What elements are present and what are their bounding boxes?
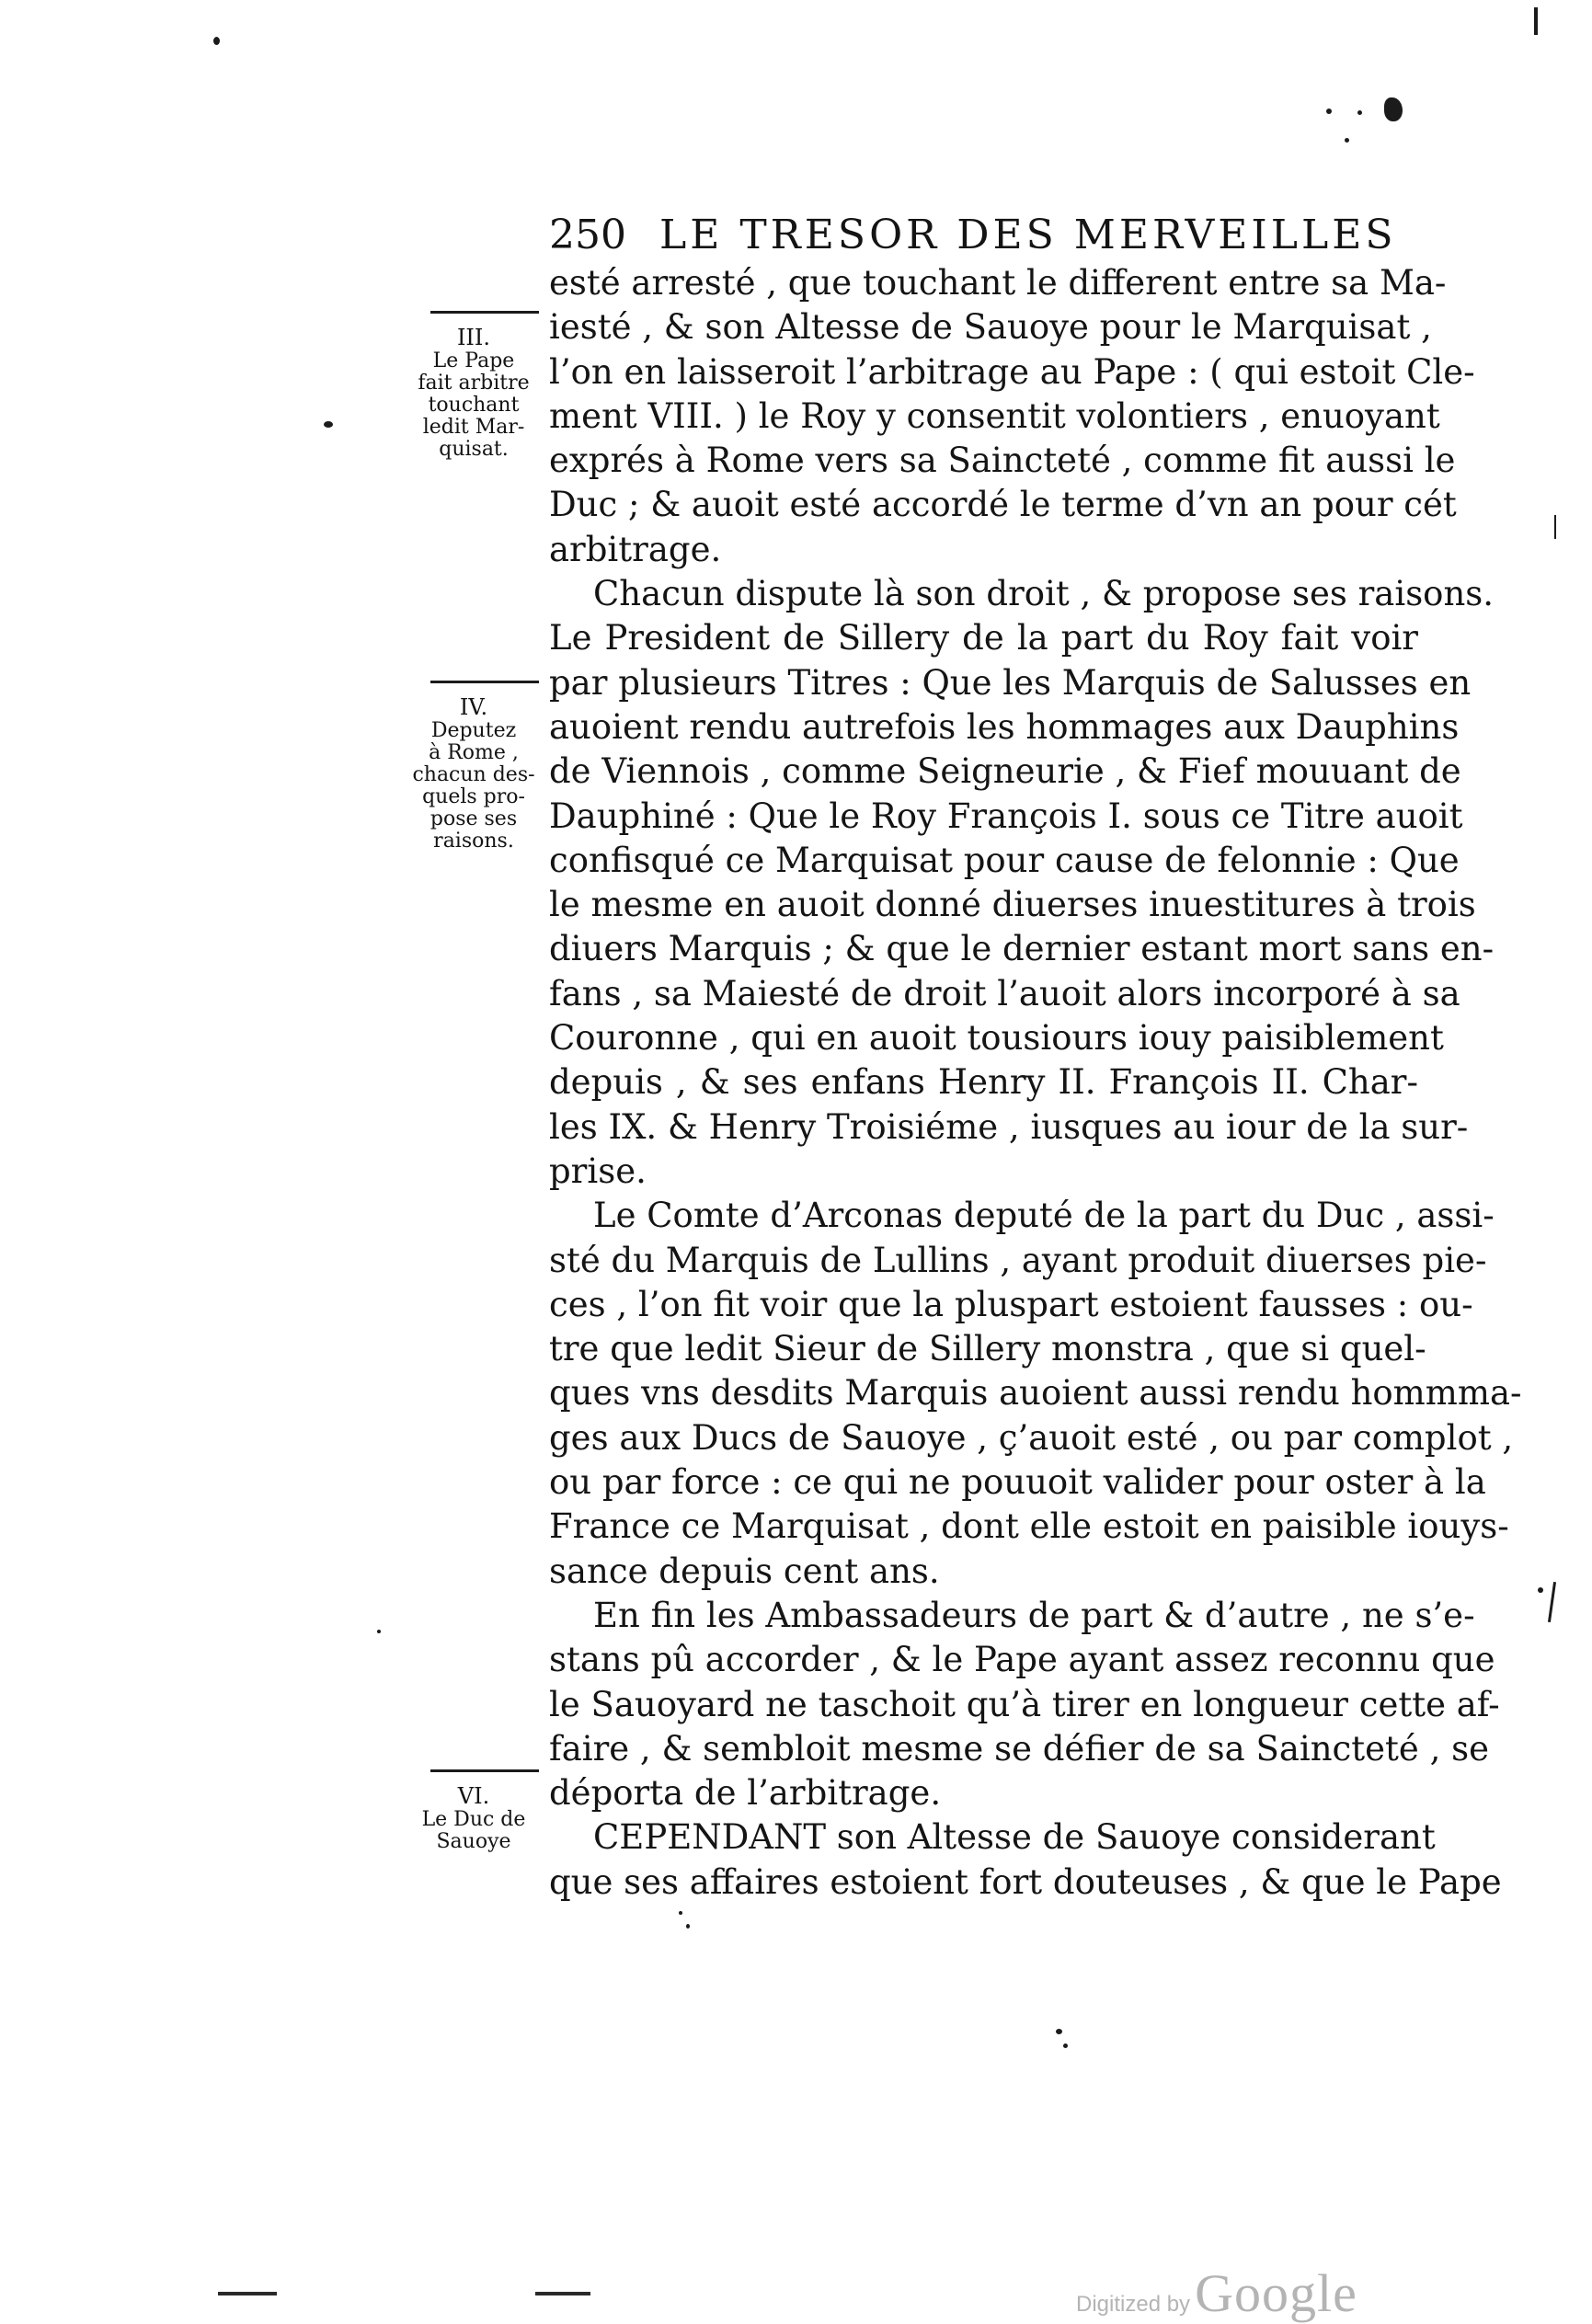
text-line: les IX. & Henry Troisiéme , iusques au iour de la sur- xyxy=(549,1106,1469,1147)
margin-note-iv xyxy=(405,681,543,853)
text-line: exprés à Rome vers sa Saincteté , comme fit aussi le xyxy=(549,441,1456,481)
scan-speck xyxy=(213,37,220,45)
margin-note-line: Sauoye xyxy=(436,1830,511,1853)
scan-speck xyxy=(324,421,333,428)
text-line: Le President de Sillery de la part du Roy fait voir xyxy=(549,618,1418,658)
scan-speck xyxy=(1357,110,1362,115)
page-number: 250 xyxy=(549,212,626,258)
text-line: sté du Marquis de Lullins , ayant produit diuerses pie- xyxy=(549,1240,1487,1280)
margin-numeral: VI. xyxy=(457,1783,490,1809)
text-line: le Sauoyard ne taschoit qu’à tirer en longueur cette af- xyxy=(549,1684,1500,1724)
text-line: Dauphiné : Que le Roy François I. sous ce Titre auoit xyxy=(549,796,1463,836)
digitized-watermark xyxy=(1076,2262,1357,2324)
margin-note-line: chacun des- xyxy=(412,763,535,786)
watermark-brand: Google xyxy=(1195,2263,1357,2323)
scan-speck xyxy=(679,1911,682,1915)
text-line: ques vns desdits Marquis auoient aussi rendu hommma- xyxy=(549,1373,1522,1414)
margin-note-vi xyxy=(405,1769,543,1853)
text-line: faire , & sembloit mesme se défier de sa Saincteté , se xyxy=(549,1728,1489,1769)
margin-numeral: IV. xyxy=(459,694,488,720)
bottom-rule xyxy=(535,2292,590,2295)
text-line: tre que ledit Sieur de Sillery monstra , que si quel- xyxy=(549,1329,1426,1369)
text-line: arbitrage. xyxy=(549,529,722,569)
margin-note-line: fait arbitre xyxy=(418,372,530,395)
text-line: Couronne , qui en auoit tousiours iouy paisiblement xyxy=(549,1018,1444,1059)
text-line: par plusieurs Titres : Que les Marquis de Salusses en xyxy=(549,662,1472,703)
margin-note-line: quisat. xyxy=(439,438,509,461)
margin-numeral: III. xyxy=(456,325,491,350)
text-line: que ses affaires estoient fort douteuses , & que le Pape xyxy=(549,1861,1502,1902)
margin-rule xyxy=(430,681,539,683)
margin-note-line: Le Duc de xyxy=(421,1808,526,1831)
text-line: En fin les Ambassadeurs de part & d’autre , ne s’e- xyxy=(593,1595,1475,1635)
text-line: CEPENDANT son Altesse de Sauoye considerant xyxy=(593,1817,1436,1858)
margin-note-line: à Rome , xyxy=(429,741,519,764)
text-line: iesté , & son Altesse de Sauoye pour le Marquisat , xyxy=(549,307,1432,348)
text-line: ou par force : ce qui ne pouuoit valider pour oster à la xyxy=(549,1462,1486,1503)
text-line: l’on en laisseroit l’arbitrage au Pape : ( qui estoit Cle- xyxy=(549,351,1475,392)
scan-speck xyxy=(686,1924,690,1929)
scan-speck xyxy=(377,1630,381,1633)
margin-rule xyxy=(430,311,539,314)
margin-note-line: Le Pape xyxy=(432,349,515,372)
running-title: LE TRESOR DES MERVEILLES xyxy=(659,212,1397,258)
body-text xyxy=(549,261,1522,1905)
margin-note-line: quels pro- xyxy=(422,785,525,808)
text-line: ment VIII. ) le Roy y consentit volontiers , enuoyant xyxy=(549,395,1440,436)
edge-mark xyxy=(1554,515,1556,539)
edge-mark xyxy=(1534,7,1538,35)
scan-speck xyxy=(1345,138,1349,143)
text-line: auoient rendu autrefois les hommages aux Dauphins xyxy=(549,706,1460,747)
bottom-rule xyxy=(218,2292,277,2295)
text-line: depuis , & ses enfans Henry II. François II. Char- xyxy=(549,1062,1418,1103)
text-line: sance depuis cent ans. xyxy=(549,1551,940,1591)
text-line: France ce Marquisat , dont elle estoit en paisible iouys- xyxy=(549,1506,1509,1547)
text-line: stans pû accorder , & le Pape ayant assez reconnu que xyxy=(549,1640,1495,1680)
text-line: déporta de l’arbitrage. xyxy=(549,1773,942,1814)
scan-speck xyxy=(1384,97,1403,121)
text-line: fans , sa Maiesté de droit l’auoit alors incorporé à sa xyxy=(549,973,1460,1013)
text-line: diuers Marquis ; & que le dernier estant mort sans en- xyxy=(549,929,1495,969)
text-line: prise. xyxy=(549,1151,647,1191)
margin-note-line: touchant xyxy=(428,394,520,417)
text-line: le mesme en auoit donné diuerses inuestitures à trois xyxy=(549,885,1476,925)
scan-speck xyxy=(1326,109,1332,114)
text-line: Chacun dispute là son droit , & propose ses raisons. xyxy=(593,574,1495,614)
margin-note-line: Deputez xyxy=(430,719,517,742)
margin-note-line: raisons. xyxy=(433,830,514,853)
text-line: ges aux Ducs de Sauoye , ç’auoit esté , ou par complot , xyxy=(549,1417,1514,1458)
scan-speck xyxy=(1538,1587,1543,1593)
scan-speck xyxy=(1063,2044,1068,2048)
watermark-prefix: Digitized by xyxy=(1076,2292,1191,2317)
text-line: ces , l’on fit voir que la pluspart estoient fausses : ou- xyxy=(549,1284,1473,1324)
margin-note-line: pose ses xyxy=(429,807,518,830)
scan-speck xyxy=(1056,2029,1062,2034)
margin-rule xyxy=(430,1769,539,1772)
margin-note-iii xyxy=(405,311,543,461)
text-line: confisqué ce Marquisat pour cause de felonnie : Que xyxy=(549,840,1460,880)
text-line: esté arresté , que touchant le different entre sa Ma- xyxy=(549,263,1447,303)
margin-note-line: ledit Mar- xyxy=(422,416,525,439)
text-line: de Viennois , comme Seigneurie , & Fief mouuant de xyxy=(549,751,1461,792)
running-header xyxy=(549,210,1397,261)
edge-mark xyxy=(1548,1582,1556,1622)
text-line: Le Comte d’Arconas deputé de la part du Duc , assi- xyxy=(593,1196,1495,1236)
text-line: Duc ; & auoit esté accordé le terme d’vn an pour cét xyxy=(549,485,1457,525)
